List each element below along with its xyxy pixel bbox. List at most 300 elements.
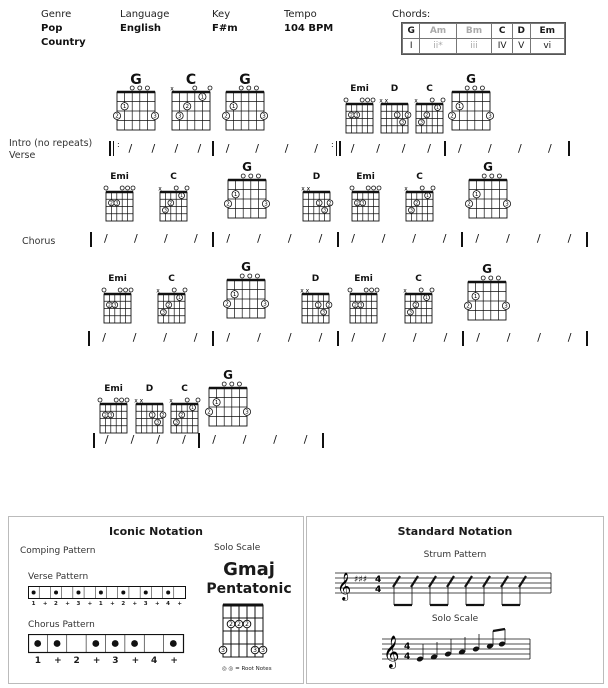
beat-slash: / (104, 433, 109, 446)
svg-text:2: 2 (425, 113, 429, 119)
svg-text:2: 2 (328, 201, 332, 207)
chorus-pattern-label: Chorus Pattern (28, 620, 95, 630)
standard-notation-title: Standard Notation (397, 525, 513, 538)
beat-slash: / (548, 142, 552, 155)
svg-text:x: x (134, 397, 138, 405)
svg-text:1: 1 (425, 296, 429, 302)
svg-text:2: 2 (466, 303, 470, 310)
chord-name-G: G (482, 262, 492, 276)
beat-slash: / (128, 142, 133, 155)
svg-text:2: 2 (180, 413, 184, 419)
chord-name-G: G (239, 72, 251, 88)
section-chorus-label: Chorus (22, 236, 56, 247)
svg-text:2: 2 (109, 201, 113, 207)
chord-diagram-Emi (346, 286, 381, 329)
chords-table-numeral-2: iii (456, 39, 492, 54)
svg-text:3: 3 (401, 120, 405, 126)
chord-diagram-C (401, 286, 436, 329)
tempo-value: 104 BPM (284, 23, 334, 34)
chord-diagram-G (223, 272, 269, 324)
beat-slash: / (257, 232, 261, 245)
svg-text:3: 3 (261, 647, 265, 654)
iconic-notation-title: Iconic Notation (109, 525, 203, 538)
chorus-hit-dot (112, 640, 119, 647)
svg-text:3: 3 (488, 113, 492, 120)
beat-slash: / (242, 433, 247, 446)
chord-diagram-D (298, 286, 333, 329)
chord-diagram-Emi (96, 396, 131, 439)
svg-text:3: 3 (253, 647, 257, 654)
language-label: Language (120, 9, 170, 20)
strum-pattern-label: Strum Pattern (423, 550, 487, 560)
verse-count: + (65, 601, 70, 607)
chord-diagram-D (132, 396, 167, 439)
beat-slash: / (567, 331, 572, 344)
svg-text:3: 3 (355, 113, 359, 119)
repeat-end-dots: : (331, 140, 334, 149)
beat-slash: / (351, 331, 356, 344)
section-intro-label: Intro (no repeats) (9, 138, 93, 149)
chord-diagram-C (154, 286, 189, 329)
beat-slash: / (567, 232, 572, 245)
chord-name-Emi: Emi (110, 172, 129, 182)
svg-text:2: 2 (414, 303, 418, 309)
barline (198, 433, 200, 448)
svg-text:3: 3 (419, 120, 423, 126)
barline (336, 141, 337, 156)
svg-text:3: 3 (505, 201, 509, 208)
verse-hit-dot (166, 591, 170, 595)
beat-slash: / (537, 331, 541, 344)
chord-diagram-G (222, 84, 268, 136)
beat-slash: / (226, 331, 231, 344)
svg-text:2: 2 (225, 301, 229, 308)
beat-slash: / (164, 232, 168, 245)
barline (444, 141, 446, 156)
barline (212, 232, 214, 247)
chord-diagram-C (412, 96, 447, 139)
beat-slash: / (443, 331, 448, 344)
chord-name-D: D (390, 84, 399, 94)
chord-name-C: C (181, 384, 188, 394)
svg-text:3: 3 (245, 409, 249, 416)
time-signature-bottom: 4 (375, 585, 382, 595)
svg-text:3: 3 (163, 208, 167, 214)
beat-slash: / (287, 331, 292, 344)
svg-text:3: 3 (156, 420, 160, 426)
verse-count: 2 (54, 601, 58, 607)
svg-text:2: 2 (450, 113, 454, 120)
chord-diagram-C (402, 184, 437, 227)
beat-slash: / (488, 142, 492, 155)
chord-name-G: G (241, 260, 251, 274)
root-note-icon: ◎ ◎ (222, 666, 234, 672)
chorus-count: 3 (112, 656, 119, 666)
chord-diagram-Emi (100, 286, 135, 329)
chords-table-numeral-0: I (403, 39, 420, 54)
svg-text:3: 3 (153, 113, 157, 120)
svg-text:x: x (300, 287, 304, 295)
beat-slash: / (182, 433, 186, 446)
verse-hit-dot (76, 591, 80, 595)
beat-slash: / (314, 142, 318, 155)
chord-diagram-C (168, 84, 214, 136)
chord-name-C: C (168, 274, 175, 284)
iconic-notation-panel (8, 516, 304, 684)
chord-name-C: C (170, 172, 177, 182)
beat-slash: / (102, 331, 106, 344)
verse-hit-dot (99, 591, 103, 595)
svg-text:3: 3 (161, 310, 165, 316)
chorus-hit-dot (54, 640, 61, 647)
verse-count: 4 (166, 601, 170, 607)
svg-text:x: x (301, 185, 305, 193)
svg-text:2: 2 (103, 413, 107, 419)
svg-text:1: 1 (214, 400, 219, 407)
beat-slash: / (518, 142, 522, 155)
scale-name (199, 560, 299, 598)
chords-table-numeral-1: ii* (420, 39, 456, 54)
svg-text:2: 2 (226, 201, 230, 208)
beat-slash: / (212, 433, 216, 446)
svg-text:3: 3 (113, 303, 117, 309)
svg-text:2: 2 (207, 409, 211, 416)
beat-slash: / (412, 331, 417, 344)
svg-text:1: 1 (233, 192, 238, 199)
svg-text:x: x (404, 185, 408, 193)
svg-text:2: 2 (355, 201, 359, 207)
genre-value-2: Country (41, 37, 86, 48)
chorus-count: + (92, 656, 101, 666)
beat-slash: / (412, 232, 416, 245)
verse-count: 1 (31, 601, 36, 607)
svg-text:1: 1 (473, 294, 478, 301)
beat-slash: / (318, 232, 323, 245)
chord-diagram-G (448, 84, 494, 136)
chorus-count: 1 (34, 656, 41, 666)
genre-value-1: Pop (41, 23, 63, 34)
chords-table-numeral-3: IV (492, 39, 512, 54)
barline (462, 331, 464, 346)
svg-text:x: x (305, 287, 310, 295)
beat-slash: / (284, 142, 289, 155)
chorus-count: 4 (150, 656, 158, 666)
verse-count-row (28, 601, 188, 611)
chords-table-name-0: G (403, 24, 420, 39)
beat-slash: / (427, 142, 431, 155)
verse-hit-dot (121, 591, 125, 595)
chorus-count-row (28, 656, 188, 668)
svg-text:2: 2 (161, 413, 165, 419)
barline (337, 331, 339, 346)
svg-text:2: 2 (167, 303, 171, 309)
svg-text:2: 2 (467, 201, 471, 208)
chord-name-G: G (242, 160, 252, 174)
pentatonic-scale-diagram (216, 602, 272, 662)
beat-slash: / (318, 331, 323, 344)
barline (586, 232, 588, 247)
beat-slash: / (376, 142, 380, 155)
chord-diagram-Emi (342, 96, 377, 139)
chord-name-C: C (416, 172, 423, 182)
svg-text:2: 2 (237, 621, 241, 628)
chorus-pattern-grid (28, 634, 188, 656)
beat-slash: / (163, 331, 167, 344)
beat-slash: / (197, 142, 202, 155)
verse-count: 3 (143, 601, 148, 607)
svg-text:2: 2 (415, 201, 419, 207)
chord-name-C: C (415, 274, 422, 284)
svg-text:1: 1 (231, 104, 236, 111)
beat-slash: / (255, 142, 259, 155)
chords-table-numeral-5: vi (530, 39, 564, 54)
svg-text:1: 1 (180, 194, 184, 200)
beat-slash: / (156, 433, 161, 446)
verse-hit-dot (54, 591, 58, 595)
svg-text:3: 3 (361, 201, 365, 207)
svg-text:3: 3 (359, 303, 363, 309)
barline (339, 141, 341, 156)
beat-slash: / (130, 433, 135, 446)
key-label: Key (212, 9, 231, 20)
beat-slash: / (458, 142, 462, 155)
svg-text:1: 1 (316, 303, 320, 309)
section-verse-label: Verse (9, 150, 36, 161)
barline (109, 141, 111, 156)
barline (93, 433, 95, 448)
chord-diagram-G (113, 84, 159, 136)
beat-slash: / (381, 232, 386, 245)
beat-slash: / (132, 331, 137, 344)
chord-name-C: C (185, 72, 197, 88)
chorus-hit-dot (131, 640, 138, 647)
svg-text:1: 1 (436, 106, 440, 112)
chord-diagram-Emi (348, 184, 383, 227)
beat-slash: / (506, 331, 511, 344)
barline (322, 433, 324, 448)
beat-slash: / (401, 142, 406, 155)
beat-slash: / (257, 331, 261, 344)
verse-count: 2 (121, 601, 126, 607)
svg-text:3: 3 (262, 113, 266, 120)
verse-hit-dot (144, 591, 148, 595)
barline (90, 232, 92, 247)
beat-slash: / (193, 331, 198, 344)
chords-table-name-4: D (512, 24, 530, 39)
svg-text:3: 3 (409, 208, 413, 214)
svg-text:3: 3 (322, 310, 326, 316)
beat-slash: / (104, 232, 108, 245)
svg-text:x: x (169, 397, 173, 405)
verse-count: + (132, 601, 138, 607)
svg-text:1: 1 (191, 406, 195, 412)
beat-slash: / (350, 142, 355, 155)
chorus-count: 2 (73, 656, 80, 666)
scale-name-line2: Pentatonic (206, 581, 292, 597)
key-signature-icon: ♯♯♯ (354, 575, 368, 585)
svg-text:x: x (170, 85, 174, 93)
verse-count: + (110, 601, 115, 607)
verse-hit-dot (32, 591, 36, 595)
beat-slash: / (226, 232, 231, 245)
beat-slash: / (351, 232, 355, 245)
chord-name-G: G (466, 72, 476, 86)
svg-text:2: 2 (229, 621, 233, 628)
beat-slash: / (476, 331, 480, 344)
chord-name-C: C (426, 84, 433, 94)
svg-text:2: 2 (115, 113, 119, 120)
repeat-start-dots: : (117, 140, 120, 149)
comping-pattern-label: Comping Pattern (20, 546, 96, 556)
chords-table-name-3: C (492, 24, 512, 39)
treble-clef-icon-2: 𝄞 (383, 635, 400, 668)
beat-slash: / (382, 331, 386, 344)
svg-text:2: 2 (224, 113, 228, 120)
svg-text:2: 2 (169, 201, 173, 207)
beat-slash: / (194, 232, 198, 245)
chord-name-G: G (223, 368, 233, 382)
chord-diagram-G (224, 172, 270, 224)
beat-slash: / (174, 142, 179, 155)
svg-text:3: 3 (221, 647, 225, 654)
verse-pattern-label: Verse Pattern (28, 572, 89, 582)
verse-count: + (154, 601, 160, 607)
chorus-count: + (170, 656, 178, 666)
beat-slash: / (303, 433, 308, 446)
svg-text:3: 3 (264, 201, 268, 208)
chord-name-Emi: Emi (356, 172, 375, 182)
chorus-hit-dot (34, 640, 41, 647)
svg-text:x: x (414, 97, 418, 105)
svg-text:3: 3 (504, 303, 508, 310)
chords-table-name-2: Bm (456, 24, 492, 39)
strum-pattern-staff (335, 567, 555, 609)
chord-name-G: G (130, 72, 142, 88)
chords-table (401, 22, 566, 55)
chord-name-Emi: Emi (108, 274, 127, 284)
verse-count: + (42, 601, 48, 607)
chorus-count: + (54, 656, 62, 666)
chord-name-D: D (312, 172, 321, 182)
chord-name-D: D (311, 274, 320, 284)
svg-text:1: 1 (150, 413, 154, 419)
chord-diagram-G (205, 380, 251, 432)
chords-label: Chords: (392, 9, 431, 20)
chord-name-Emi: Emi (350, 84, 369, 94)
svg-text:1: 1 (178, 296, 182, 302)
beat-slash: / (151, 142, 156, 155)
svg-text:1: 1 (395, 113, 399, 119)
svg-text:x: x (139, 397, 144, 405)
barline (586, 331, 588, 346)
chord-name-Emi: Emi (104, 384, 123, 394)
svg-text:3: 3 (408, 310, 412, 316)
svg-text:1: 1 (232, 292, 237, 299)
scale-name-line1: Gmaj (223, 559, 275, 580)
svg-text:1: 1 (457, 104, 462, 111)
key-value: F#m (212, 23, 238, 34)
genre-label: Genre (41, 9, 72, 20)
tempo-label: Tempo (284, 9, 317, 20)
svg-text:2: 2 (327, 303, 331, 309)
svg-text:1: 1 (122, 104, 127, 111)
svg-text:x: x (384, 97, 389, 105)
beat-slash: / (134, 232, 138, 245)
chorus-hit-dot (92, 640, 99, 647)
barline (212, 141, 214, 156)
chord-diagram-G (465, 172, 511, 224)
svg-text:2: 2 (406, 113, 410, 119)
time-signature-top-2: 4 (404, 642, 411, 652)
svg-text:2: 2 (107, 303, 111, 309)
svg-text:x: x (403, 287, 407, 295)
solo-scale-staff (382, 625, 532, 675)
svg-text:3: 3 (323, 208, 327, 214)
svg-text:3: 3 (174, 420, 178, 426)
beat-slash: / (506, 232, 510, 245)
svg-text:2: 2 (349, 113, 353, 119)
time-signature-bottom-2: 4 (404, 652, 411, 662)
beat-slash: / (225, 142, 230, 155)
beat-slash: / (536, 232, 541, 245)
svg-text:x: x (156, 287, 160, 295)
beat-slash: / (442, 232, 447, 245)
chord-name-G: G (483, 160, 493, 174)
svg-text:1: 1 (200, 94, 205, 101)
treble-clef-icon: 𝄞 (337, 572, 352, 600)
solo-scale-label-standard: Solo Scale (431, 614, 479, 624)
chorus-count: + (131, 656, 140, 666)
chorus-hit-dot (170, 640, 177, 647)
chord-name-Emi: Emi (354, 274, 373, 284)
svg-text:x: x (158, 185, 162, 193)
svg-text:2: 2 (353, 303, 357, 309)
svg-text:1: 1 (317, 201, 321, 207)
root-notes-text: = Root Notes (235, 666, 272, 672)
root-notes-legend (222, 666, 272, 672)
barline (113, 141, 114, 156)
language-value: English (120, 23, 162, 34)
barline (88, 331, 90, 346)
svg-text:3: 3 (263, 301, 267, 308)
chord-diagram-Emi (102, 184, 137, 227)
barline (461, 232, 463, 247)
verse-count: + (87, 601, 93, 607)
chord-diagram-C (156, 184, 191, 227)
chord-name-D: D (145, 384, 154, 394)
time-signature-top: 4 (375, 575, 382, 585)
chords-table-numeral-4: V (512, 39, 530, 54)
svg-text:3: 3 (109, 413, 113, 419)
beat-slash: / (273, 433, 277, 446)
barline (337, 232, 339, 247)
beat-slash: / (287, 232, 292, 245)
verse-count: 3 (76, 601, 81, 607)
svg-text:3: 3 (115, 201, 119, 207)
chords-table-name-5: Em (530, 24, 564, 39)
svg-text:3: 3 (177, 113, 182, 120)
verse-count: + (177, 601, 182, 607)
verse-count: 1 (98, 601, 103, 607)
svg-text:2: 2 (245, 621, 249, 628)
svg-text:x: x (379, 97, 383, 105)
beat-slash: / (475, 232, 480, 245)
barline (568, 141, 570, 156)
chord-diagram-D (377, 96, 412, 139)
chords-table-name-1: Am (420, 24, 456, 39)
standard-notation-panel (306, 516, 604, 684)
svg-text:1: 1 (426, 194, 430, 200)
